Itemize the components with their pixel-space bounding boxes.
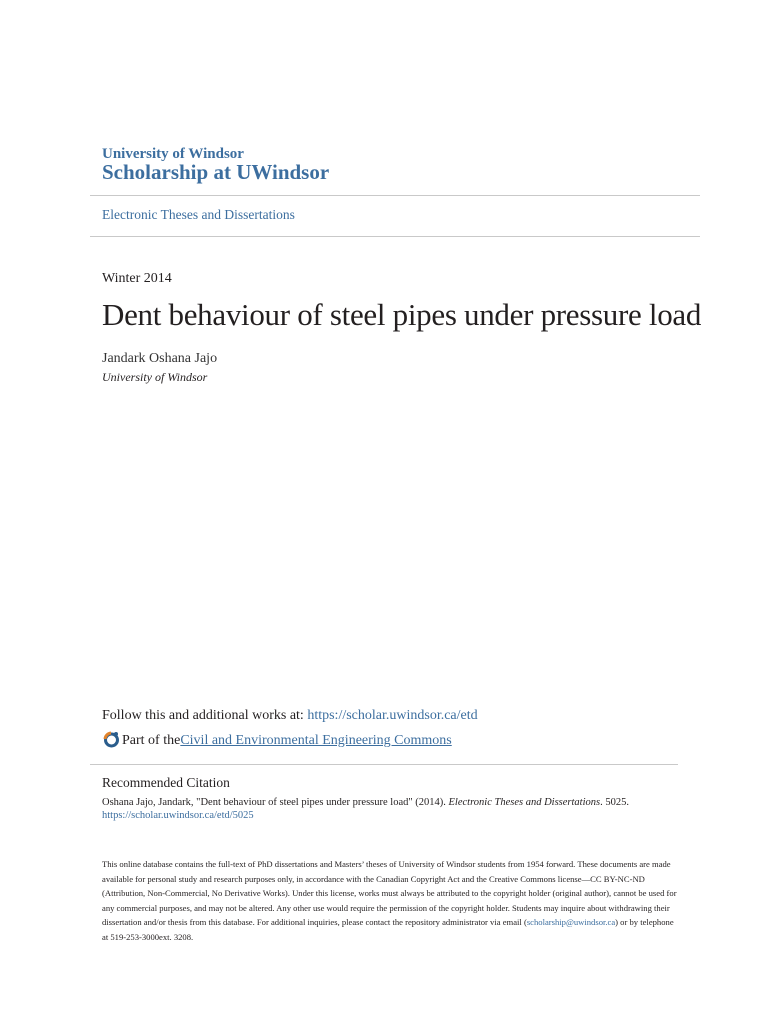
citation-series: Electronic Theses and Dissertations	[448, 797, 601, 808]
legal-text-1: This online database contains the full-text of PhD dissertations and Masters’ theses of University of Windsor students from 1954 forward. These documents are made available for personal study and research purposes only, in accordance with the Canadian Copyright Act and the Creative Commons license—CC BY-NC-ND (Attribution, Non-Commercial, No Derivative Works). Under this license, works must always be attributed to the copyright holder (original author), cannot be used for any commercial purposes, and may not be altered. Any other use would require the permission of the copyright holder. Students may inquire about withdrawing their dissertation and/or thesis from this database. For additional inquiries, please contact the repository administrator via email (	[102, 859, 677, 927]
citation-suffix: . 5025.	[600, 797, 629, 808]
divider-top	[90, 195, 700, 196]
legal-text-2: ) or by telephone at 519-253-3000ext. 3208.	[102, 917, 674, 942]
author-name: Jandark Oshana Jajo	[102, 351, 218, 366]
divider-bottom	[90, 236, 700, 237]
legal-notice	[102, 857, 677, 944]
part-of-line	[102, 732, 452, 750]
paper-title: Dent behaviour of steel pipes under pressure load	[102, 297, 702, 332]
citation-body	[102, 796, 662, 822]
citation-url-link[interactable]: https://scholar.uwindsor.ca/etd/5025	[102, 810, 254, 821]
commons-link[interactable]: Civil and Environmental Engineering Commons	[180, 733, 452, 748]
author-affiliation: University of Windsor	[102, 370, 208, 384]
publication-date: Winter 2014	[102, 271, 172, 286]
bepress-logo-icon	[102, 730, 120, 748]
repository-name[interactable]: Scholarship at UWindsor	[102, 160, 330, 184]
follow-line	[102, 708, 478, 724]
partof-prefix: Part of the	[122, 733, 181, 748]
follow-url-link[interactable]: https://scholar.uwindsor.ca/etd	[307, 708, 478, 723]
collection-link[interactable]: Electronic Theses and Dissertations	[102, 207, 295, 222]
divider-citation	[90, 764, 678, 765]
follow-prefix: Follow this and additional works at:	[102, 708, 308, 723]
citation-text: Oshana Jajo, Jandark, "Dent behaviour of steel pipes under pressure load" (2014).	[102, 797, 449, 808]
institution-name: University of Windsor	[102, 146, 244, 162]
citation-heading: Recommended Citation	[102, 775, 230, 790]
admin-email-link[interactable]: scholarship@uwindsor.ca	[526, 917, 616, 927]
